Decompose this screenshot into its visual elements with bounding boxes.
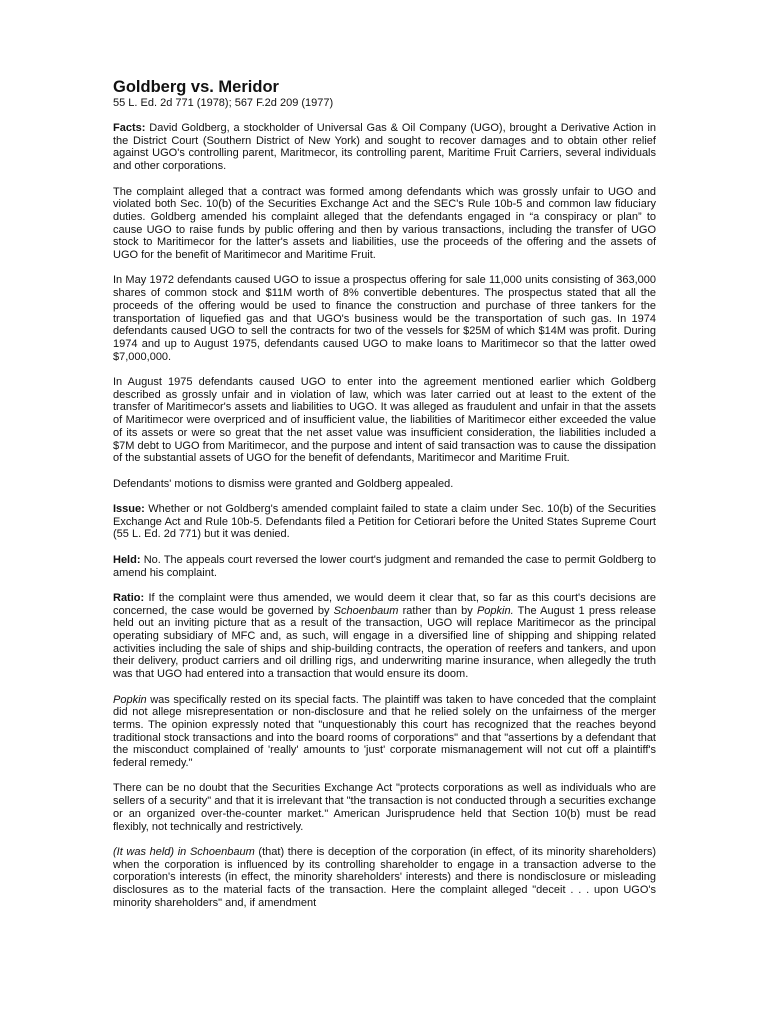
schoenbaum-text: (that) there is deception of the corporation (in effect, of its minority shareholders) when the corporation is influenced by its controlling shareholder to engage in a transaction adverse to the corporation's interests (in effect, the minority shareholders' interests) and there is nondisclosure or misleading disclosures as to the material facts of the transaction. Here the complaint alleged "deceit . . . upon UGO's minority shareholders" and, if amendment xyxy=(113,845,656,909)
popkin-label: Popkin xyxy=(113,693,147,706)
complaint-paragraph: The complaint alleged that a contract was formed among defendants which was grossly unfair to UGO and violated both Sec. 10(b) of the Securities Exchange Act and the SEC's Rule 10b-5 and common law fiduciary duties. Goldberg amended his complaint alleged that the defendants engaged in “a conspiracy or plan” to cause UGO to raise funds by public offering and then by various transactions, including the transfer of UGO stock to Maritimecor for the latter's assets and liabilities, use the proceeds of the offering and the assets of UGO for the benefit of Maritimecor and Maritime Fruit. xyxy=(113,185,656,262)
held-text: No. The appeals court reversed the lower court's judgment and remanded the case to permit Goldberg to amend his complaint. xyxy=(113,553,656,579)
ratio-text-c: The August 1 press release held out an inviting picture that as a result of the transaction, UGO will replace Maritimecor as the principal operating subsidiary of MFC and, as such, will engage in a diversified line of shipping and shipping related activities including the sale of ships and ship-building contracts, the operation of reefers and tankers, and upon their delivery, product carriers and oil drilling rigs, and underwriting marine insurance, when allegedly the truth was that UGO had entered into a transaction that would ensure its doom. xyxy=(113,604,656,681)
case-title: Goldberg vs. Meridor xyxy=(113,78,279,96)
ratio-popkin: Popkin. xyxy=(476,604,514,617)
facts-text: David Goldberg, a stockholder of Universal Gas & Oil Company (UGO), brought a Derivative Action in the District Court (Southern District of New York) and sought to recover damages and to obtain other relief against UGO's controlling parent, Maritmecor, its controlling parent, Maritime Fruit Carriers, several individuals and other corporations. xyxy=(113,122,656,173)
issue-label: Issue: xyxy=(113,503,145,516)
ratio-label: Ratio: xyxy=(113,591,145,604)
facts-paragraph xyxy=(113,122,656,173)
prospectus-paragraph: In May 1972 defendants caused UGO to issue a prospectus offering for sale 11,000 units consisting of 363,000 shares of common stock and $11M worth of 8% convertible debentures. The prospectus stated that all the proceeds of the offering would be used to finance the construction and purchase of three tankers for the transportation of liquefied gas and that UGO's business would be the transportation of such gas. In 1974 defendants caused UGO to sell the contracts for two of the vessels for $25M of which $14M was profit. During 1974 and up to August 1975, defendants caused UGO to make loans to Maritimecor so that the latter owed $7,000,000. xyxy=(113,274,656,363)
issue-text: Whether or not Goldberg's amended complaint failed to state a claim under Sec. 10(b) of the Securities Exchange Act and Rule 10b-5. Defendants filed a Petition for Cetiorari before the United States Supreme Court (55 L. Ed. 2d 771) but it was denied. xyxy=(113,503,656,541)
ratio-text-b: rather than by xyxy=(398,604,477,617)
case-citation: 55 L. Ed. 2d 771 (1978); 567 F.2d 209 (1977) xyxy=(113,97,334,109)
popkin-paragraph xyxy=(113,694,656,770)
dismissal-paragraph: Defendants' motions to dismiss were granted and Goldberg appealed. xyxy=(113,477,454,490)
facts-label: Facts: xyxy=(113,122,146,134)
ratio-schoenbaum: Schoenbaum xyxy=(333,604,399,617)
agreement-paragraph: In August 1975 defendants caused UGO to enter into the agreement mentioned earlier which Goldberg described as grossly unfair and in violation of law, which was later carried out at least to the extent of the transfer of Maritimecor's assets and liabilities to UGO. It was alleged as fraudulent and unfair in that the assets of Maritimecor were overpriced and of insufficient value, the liabilities of Maritimecor either exceeded the value of its assets or were so great that the net asset value was insufficient consideration, the liabilities included a $7M debt to UGO from Maritimecor, and the purpose and intent of said transaction was to cause the dissipation of the substantial assets of UGO for the benefit of defendants, Maritimecor and Maritime Fruit. xyxy=(113,376,656,465)
schoenbaum-label: (It was held) in Schoenbaum xyxy=(113,845,255,858)
securities-act-paragraph: There can be no doubt that the Securities Exchange Act "protects corporations as well as individuals who are sellers of a security" and that it is irrelevant that "the transaction is not conducted through a securities exchange or an organized over-the-counter market." American Jurisprudence held that Section 10(b) must be read flexibly, not technically and restrictively. xyxy=(113,782,656,833)
issue-paragraph xyxy=(113,503,656,541)
schoenbaum-paragraph xyxy=(113,846,656,910)
popkin-text: was specifically rested on its special facts. The plaintiff was taken to have conceded that the complaint did not allege misrepresentation or non-disclosure and that he relied solely on the unfairness of the merger terms. The opinion expressly noted that "unquestionably this court has recognized that the reaches beyond traditional stock transactions and into the board rooms of corporations" and that "assertions by a defendant that the misconduct complained of 'really' amounts to 'just' corporate mismanagement will not cut off a plaintiff's federal remedy." xyxy=(113,693,656,770)
ratio-text-a: If the complaint were thus amended, we would deem it clear that, so far as this court's decisions are concerned, the case would be governed by xyxy=(113,591,656,617)
held-paragraph xyxy=(113,554,656,579)
ratio-paragraph xyxy=(113,592,656,681)
document-page xyxy=(113,78,656,922)
held-label: Held: xyxy=(113,553,141,566)
